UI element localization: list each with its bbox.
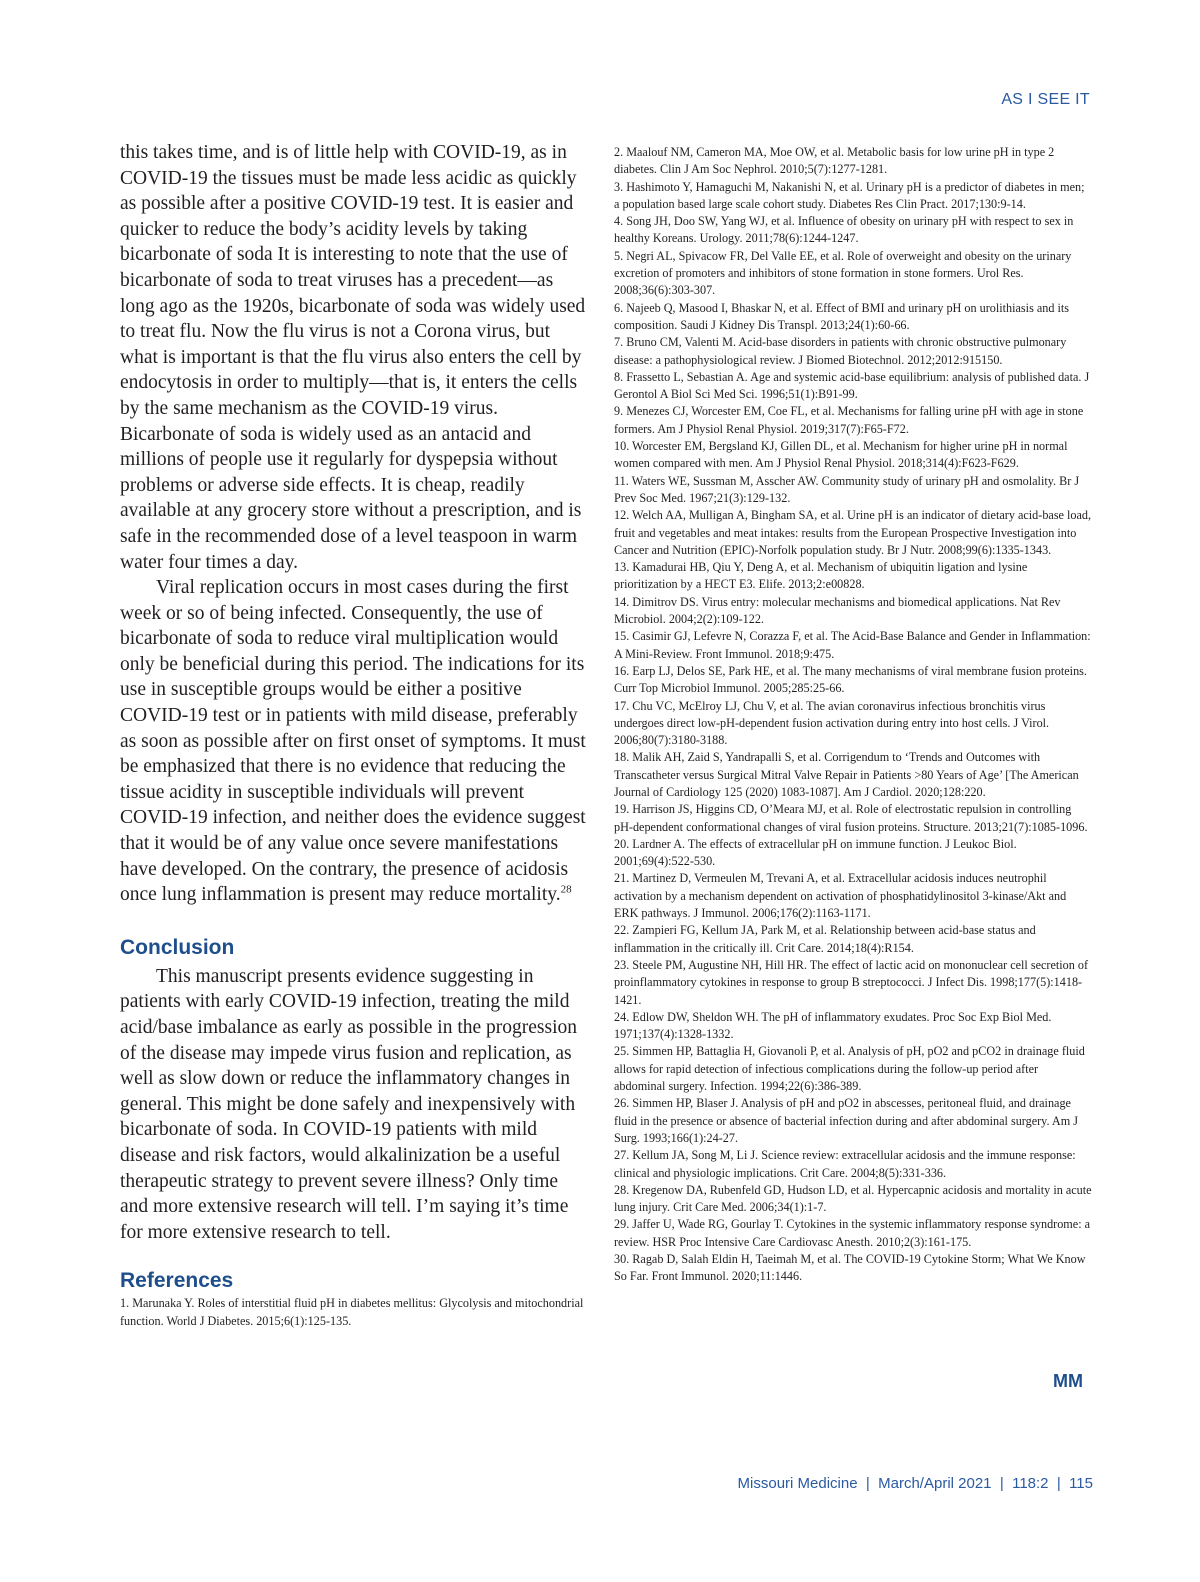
citation-superscript: 28 [560, 883, 572, 896]
body-paragraph-2 [120, 575, 590, 908]
reference-item: 18. Malik AH, Zaid S, Yandrapalli S, et al. Corrigendum to ‘Trends and Outcomes with Transcatheter versus Surgical Mitral Valve Repair in Patients >80 Years of Age’ [The American Journal of Cardiology 125 (2020) 1083-1087]. Am J Cardiol. 2020;128:220. [614, 750, 1079, 799]
section-label: AS I SEE IT [1001, 91, 1090, 108]
body-paragraph-1: this takes time, and is of little help with COVID-19, as in COVID-19 the tissues must be made less acidic as quickly as possible after a positive COVID-19 test. It is easier and quicker to reduce the body’s acidity levels by taking bicarbonate of soda It is interesting to note that the use of bicarbonate of soda to treat viruses has a precedent—as long ago as the 1920s, bicarbonate of soda was widely used to treat flu. Now the flu virus is not a Corona virus, but what is important is that the flu virus also enters the cell by endocytosis in order to multiply—that is, it enters the cells by the same mechanism as the COVID-19 virus. Bicarbonate of soda is widely used as an antacid and millions of people use it regularly for dyspepsia without problems or adverse side effects. It is cheap, readily available at any grocery store without a prescription, and is safe in the recommended dose of a level teaspoon in warm water four times a day. [120, 142, 586, 573]
reference-item: 13. Kamadurai HB, Qiu Y, Deng A, et al. Mechanism of ubiquitin ligation and lysine prioritization by a HECT E3. Elife. 2013;2:e00828. [614, 560, 1028, 592]
references-heading: References [120, 1269, 234, 1293]
conclusion-paragraph: This manuscript presents evidence suggesting in patients with early COVID-19 infection, treating the mild acid/base imbalance as early as possible in the progression of the disease may impede virus fusion and replication, as well as slow down or reduce the inflammatory changes in general. This might be done safely and inexpensively with bicarbonate of soda. In COVID-19 patients with mild disease and risk factors, would alkalinization be a useful therapeutic strategy to prevent severe illness? Only time and more extensive research will tell. I’m saying it’s time for more extensive research to tell. [120, 965, 578, 1243]
left-column [120, 140, 590, 1330]
body-paragraph-2-text: Viral replication occurs in most cases during the first week or so of being infected. Consequently, the use of bicarbonate of soda to reduce viral multiplication would only be beneficial during this period. The indications for its use in susceptible groups would be either a positive COVID-19 test or in patients with mild disease, preferably as soon as possible after on first onset of symptoms. It must be emphasized that there is no evidence that reducing the tissue acidity in susceptible individuals will prevent COVID-19 infection, and neither does the evidence suggest that it would be of any value once severe manifestations have developed. On the contrary, the presence of acidosis once lung inflammation is present may reduce mortality. [120, 577, 586, 906]
reference-item: 1. Marunaka Y. Roles of interstitial fluid pH in diabetes mellitus: Glycolysis and mitochondrial function. World J Diabetes. 2015;6(1):125-135. [120, 1296, 584, 1328]
reference-item: 2. Maalouf NM, Cameron MA, Moe OW, et al. Metabolic basis for low urine pH in type 2 diabetes. Clin J Am Soc Nephrol. 2010;5(7):1277-1281. [614, 145, 1055, 177]
conclusion-heading: Conclusion [120, 935, 235, 959]
reference-item: 29. Jaffer U, Wade RG, Gourlay T. Cytokines in the systemic inflammatory response syndrome: a review. HSR Proc Intensive Care Cardiovasc Anesth. 2010;2(3):161-175. [614, 1217, 1091, 1249]
reference-item: 28. Kregenow DA, Rubenfeld GD, Hudson LD, et al. Hypercapnic acidosis and mortality in acute lung injury. Crit Care Med. 2006;34(1):1-7. [614, 1182, 1092, 1215]
reference-item: 27. Kellum JA, Song M, Li J. Science review: extracellular acidosis and the immune response: clinical and physiologic implications. Crit Care. 2004;8(5):331-336. [614, 1148, 1076, 1180]
reference-item: 6. Najeeb Q, Masood I, Bhaskar N, et al. Effect of BMI and urinary pH on urolithiasis and its composition. Saudi J Kidney Dis Transpl. 2013;24(1):60-66. [614, 300, 1070, 332]
reference-item: 5. Negri AL, Spivacow FR, Del Valle EE, et al. Role of overweight and obesity on the urinary excretion of promoters and inhibitors of stone formation in stone formers. Urol Res. 2008;36(6):303-307. [614, 248, 1072, 298]
end-mark-logo: MM [1053, 1371, 1083, 1391]
right-column [614, 144, 1092, 1286]
reference-item: 22. Zampieri FG, Kellum JA, Park M, et al. Relationship between acid-base status and inflammation in the critically ill. Crit Care. 2014;18(4):R154. [614, 923, 1036, 955]
reference-item: 17. Chu VC, McElroy LJ, Chu V, et al. The avian coronavirus infectious bronchitis virus undergoes direct low-pH-dependent fusion activation during entry into host cells. J Virol. 2006;80(7):3180-3188. [614, 698, 1050, 748]
reference-item: 24. Edlow DW, Sheldon WH. The pH of inflammatory exudates. Proc Soc Exp Biol Med. 1971;137(4):1328-1332. [614, 1009, 1052, 1042]
reference-item: 9. Menezes CJ, Worcester EM, Coe FL, et al. Mechanisms for falling urine pH with age in stone formers. Am J Physiol Renal Physiol. 2019;317(7):F65-F72. [614, 404, 1084, 436]
reference-item: 8. Frassetto L, Sebastian A. Age and systemic acid-base equilibrium: analysis of published data. J Gerontol A Biol Sci Med Sci. 1996;51(1):B91-99. [614, 369, 1090, 402]
reference-item: 19. Harrison JS, Higgins CD, O’Meara MJ, et al. Role of electrostatic repulsion in controlling pH-dependent conformational changes of viral fusion proteins. Structure. 2013;21(7):1085-1096. [614, 802, 1088, 834]
reference-item: 7. Bruno CM, Valenti M. Acid-base disorders in patients with chronic obstructive pulmonary disease: a pathophysiological review. J Biomed Biotechnol. 2012;2012:915150. [614, 335, 1067, 367]
reference-item: 12. Welch AA, Mulligan A, Bingham SA, et al. Urine pH is an indicator of dietary acid-base load, fruit and vegetables and meat intakes: results from the European Prospective Investigation into Cancer and Nutrition (EPIC)-Norfolk population study. Br J Nutr. 2008;99(6):1335-1343. [614, 508, 1092, 557]
reference-item: 26. Simmen HP, Blaser J. Analysis of pH and pO2 in abscesses, peritoneal fluid, and drainage fluid in the presence or absence of bacterial infection during and after abdominal surgery. Am J Surg. 1993;166(1):24-27. [614, 1096, 1078, 1145]
page-footer: Missouri Medicine | March/April 2021 | 118:2 | 115 [737, 1475, 1093, 1492]
reference-item: 10. Worcester EM, Bergsland KJ, Gillen DL, et al. Mechanism for higher urine pH in normal women compared with men. Am J Physiol Renal Physiol. 2018;314(4):F623-F629. [614, 439, 1068, 471]
reference-item: 11. Waters WE, Sussman M, Asscher AW. Community study of urinary pH and osmolality. Br J Prev Soc Med. 1967;21(3):129-132. [614, 473, 1080, 505]
reference-item: 25. Simmen HP, Battaglia H, Giovanoli P, et al. Analysis of pH, pO2 and pCO2 in drainage fluid allows for rapid detection of infectious complications during the follow-up period after abdominal surgery. Infection. 1994;22(6):386-389. [614, 1044, 1085, 1094]
reference-item: 3. Hashimoto Y, Hamaguchi M, Nakanishi N, et al. Urinary pH is a predictor of diabetes in men; a population based large scale cohort study. Diabetes Res Clin Pract. 2017;130:9-14. [614, 179, 1085, 211]
reference-item: 30. Ragab D, Salah Eldin H, Taeimah M, et al. The COVID-19 Cytokine Storm; What We Know So Far. Front Immunol. 2020;11:1446. [614, 1252, 1086, 1284]
reference-item: 20. Lardner A. The effects of extracellular pH on immune function. J Leukoc Biol. 2001;69(4):522-530. [614, 836, 1017, 869]
reference-item: 4. Song JH, Doo SW, Yang WJ, et al. Influence of obesity on urinary pH with respect to sex in healthy Koreans. Urology. 2011;78(6):1244-1247. [614, 214, 1074, 246]
reference-item: 15. Casimir GJ, Lefevre N, Corazza F, et al. The Acid-Base Balance and Gender in Inflammation: A Mini-Review. Front Immunol. 2018;9:475. [614, 629, 1091, 661]
reference-item: 23. Steele PM, Augustine NH, Hill HR. The effect of lactic acid on mononuclear cell secretion of proinflammatory cytokines in response to group B streptococci. J Infect Dis. 1998;177(5):1418-1421. [614, 957, 1089, 1007]
reference-item: 14. Dimitrov DS. Virus entry: molecular mechanisms and biomedical applications. Nat Rev Microbiol. 2004;2(2):109-122. [614, 594, 1061, 627]
reference-item: 21. Martinez D, Vermeulen M, Trevani A, et al. Extracellular acidosis induces neutrophil activation by a mechanism dependent on activation of phosphatidylinositol 3-kinase/Akt and ERK pathways. J Immunol. 2006;176(2):1163-1171. [614, 871, 1067, 921]
reference-item: 16. Earp LJ, Delos SE, Park HE, et al. The many mechanisms of viral membrane fusion proteins. Curr Top Microbiol Immunol. 2005;285:25-66. [614, 663, 1087, 696]
